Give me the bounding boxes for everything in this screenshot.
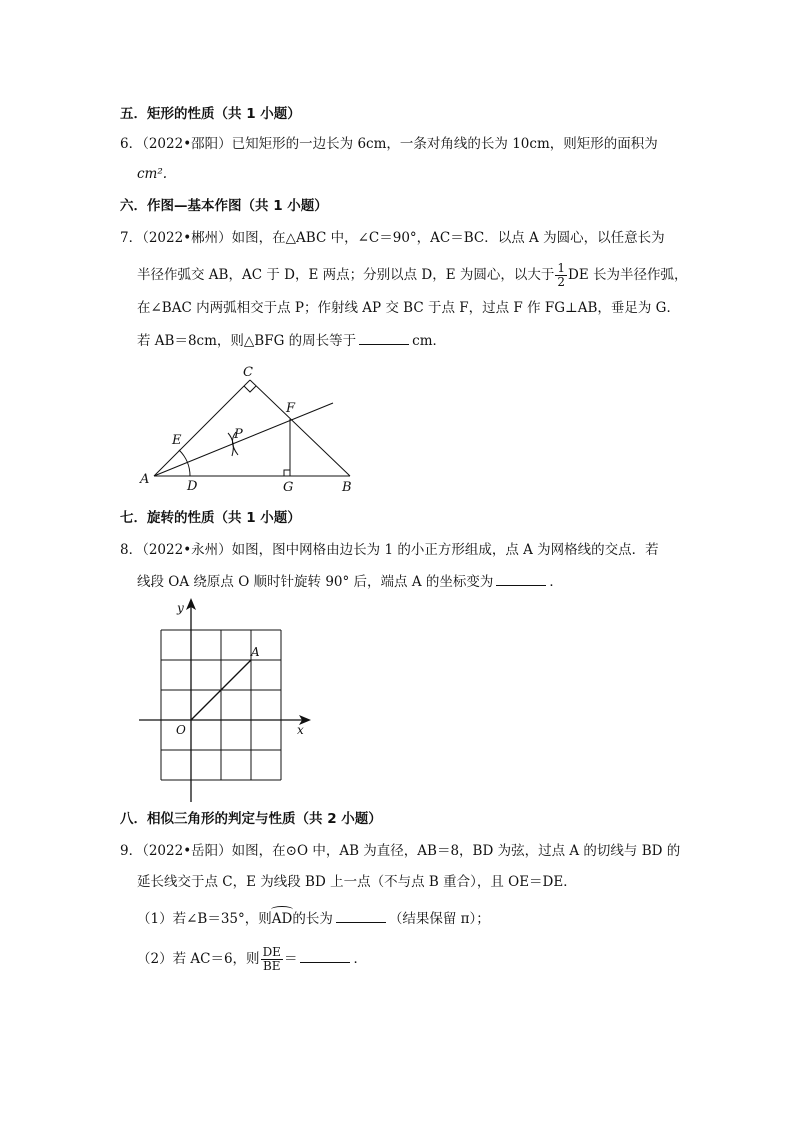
q6-unit: cm². [137,166,168,182]
q8-answer-blank[interactable] [496,573,546,586]
q7-line-2 [137,262,687,289]
q9-part-2 [137,946,367,973]
q7-text-2b: DE 长为半径作弧， [568,267,688,283]
q8-source: （2022•永州） [142,542,232,558]
q7-text-4b: cm． [412,333,447,349]
label-o: O [176,723,186,737]
q6-line-2 [137,164,167,184]
label-p: P [234,427,243,442]
q7-triangle-figure [132,362,362,497]
q7-text-2a: 半径作弧交 AB，AC 于 D，E 两点；分别以点 D，E 为圆心，以大于 [137,267,555,283]
label-a: A [140,472,150,487]
q9-p1-text-c: （结果保留 π）； [388,911,490,927]
q7-frac-den: 2 [557,275,565,289]
q7-source: （2022•郴州） [142,230,232,246]
q9-p2-answer-blank[interactable] [300,950,350,963]
label-d: D [187,479,198,494]
q8-grid-figure [135,596,320,806]
arc-ad-notation: AD [271,911,293,927]
label-b: B [342,480,352,495]
q7-frac-num: 1 [557,261,565,275]
q9-p1-answer-blank[interactable] [336,910,386,923]
q9-p2-text-a: （2）若 AC＝6，则 [137,951,260,967]
label-a-point: A [251,645,260,659]
right-angle-g [284,470,290,476]
q7-line-1 [120,228,665,248]
label-y: y [177,601,184,615]
q7-text-4a: 若 AB＝8cm，则△BFG 的周长等于 [137,333,357,349]
right-angle-c [244,386,256,392]
q9-p1-text-b: 的长为 [292,911,333,927]
q9-number: 9． [120,843,143,859]
q9-source: （2022•岳阳） [142,843,232,859]
label-e: E [172,433,182,448]
q9-part-1 [137,909,490,929]
q7-answer-blank[interactable] [359,332,409,345]
label-c: C [243,365,253,380]
q6-line-1 [120,134,658,154]
q8-number: 8． [120,542,143,558]
section-5-title: 五．矩形的性质（共 1 小题） [120,106,301,122]
q7-fraction [555,262,567,289]
arc-de [179,450,190,476]
q8-text-1: 如图，图中网格由边长为 1 的小正方形组成，点 A 为网格线的交点．若 [231,542,659,558]
q6-number: 6． [120,136,143,152]
q8-text-2b: ． [549,574,563,590]
q6-source: （2022•邵阳） [142,136,232,152]
q7-text-1: 如图，在△ABC 中，∠C＝90°，AC＝BC．以点 A 为圆心，以任意长为 [231,230,665,246]
q9-p2-text-c: ． [353,951,367,967]
q9-p1-text-a: （1）若∠B＝35°，则 [137,911,272,927]
q9-p2-text-b: ＝ [283,951,298,967]
q9-frac-den: BE [262,959,281,973]
q9-line-1 [120,841,680,861]
grid-lines [161,630,281,780]
side-bc [250,380,350,476]
q9-frac-num: DE [262,945,281,959]
q9-fraction [261,946,283,973]
q8-line-2 [137,572,563,592]
q7-number: 7． [120,230,143,246]
q8-line-1 [120,540,659,560]
q7-line-4 [137,331,446,351]
q8-text-2a: 线段 OA 绕原点 O 顺时针旋转 90° 后，端点 A 的坐标变为 [137,574,494,590]
label-f: F [286,401,296,416]
section-6-title: 六．作图—基本作图（共 1 小题） [120,198,328,214]
label-x: x [297,723,304,737]
q7-line-3: 在∠BAC 内两弧相交于点 P；作射线 AP 交 BC 于点 F，过点 F 作 FG⊥AB，垂足为 G． [137,300,680,316]
q9-line-2: 延长线交于点 C，E 为线段 BD 上一点（不与点 B 重合），且 OE＝DE． [137,874,577,890]
label-g: G [283,480,294,495]
q6-text-1: 已知矩形的一边长为 6cm，一条对角线的长为 10cm，则矩形的面积为 [231,136,658,152]
section-8-title: 八．相似三角形的判定与性质（共 2 小题） [120,811,382,827]
section-7-title: 七．旋转的性质（共 1 小题） [120,510,301,526]
q9-text-1: 如图，在⊙O 中，AB 为直径，AB＝8，BD 为弦，过点 A 的切线与 BD 的 [231,843,681,859]
